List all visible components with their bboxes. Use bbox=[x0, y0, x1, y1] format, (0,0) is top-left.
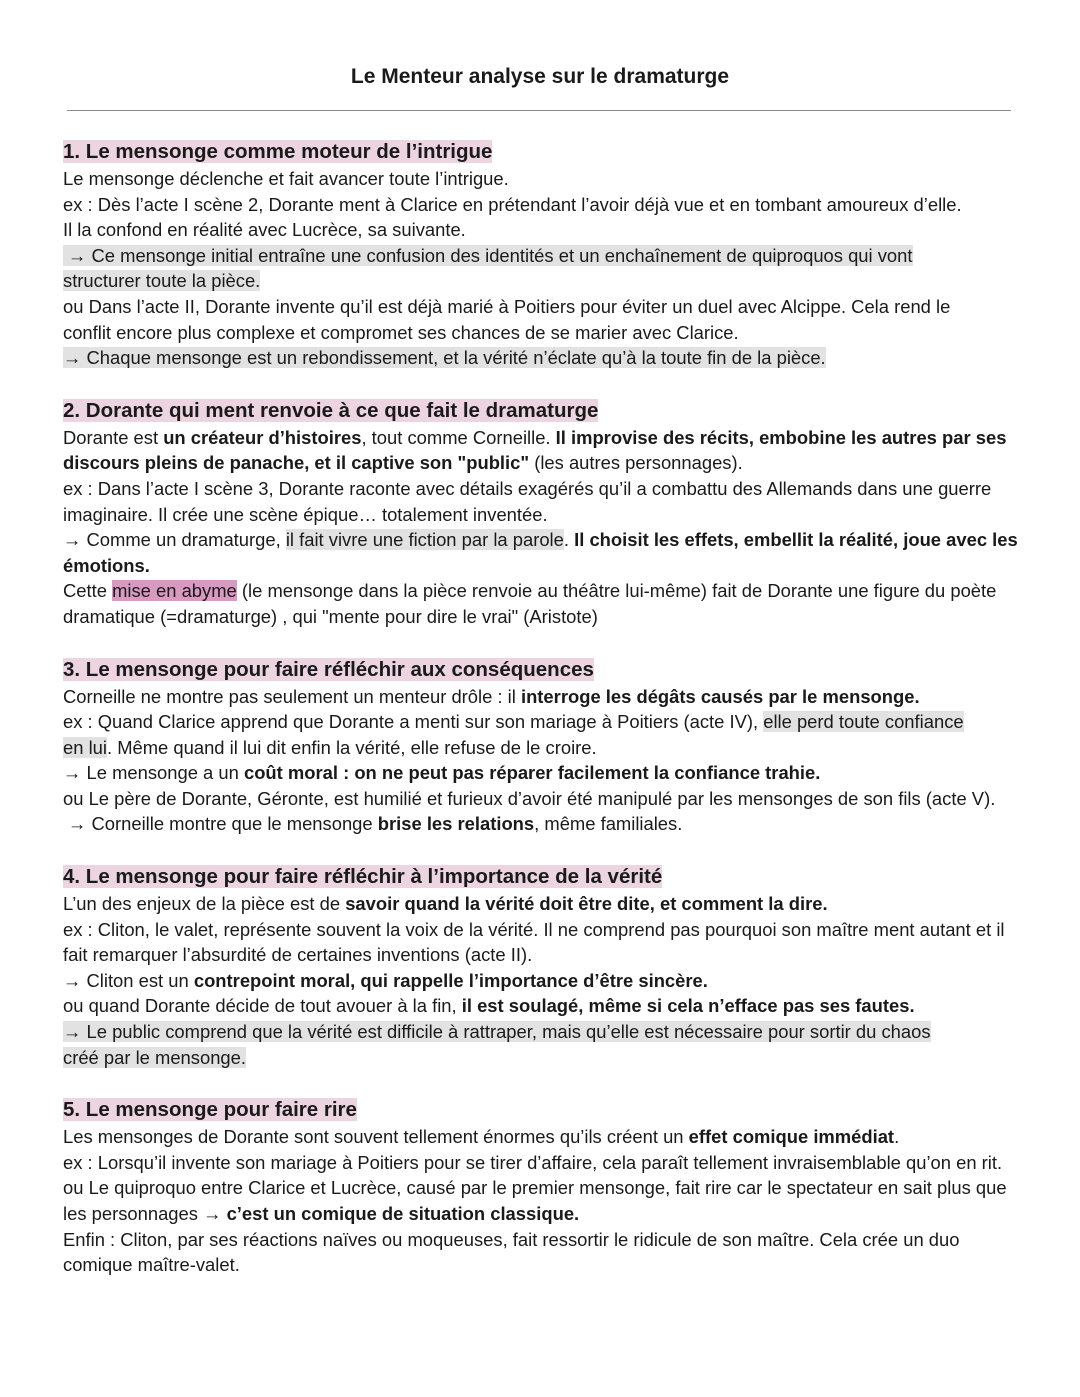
paragraph bbox=[63, 684, 1023, 710]
paragraph: ex : Dans l’acte I scène 3, Dorante raconte avec détails exagérés qu’il a combattu des Allemands dans une guerre imaginaire. Il crée une scène épique… totalement inventée. bbox=[63, 477, 992, 525]
section-heading bbox=[63, 1096, 1023, 1124]
paragraph bbox=[63, 891, 1023, 917]
paragraph: ex : Dès l’acte I scène 2, Dorante ment à Clarice en prétendant l’avoir déjà vue et en tombant amoureux d’elle. bbox=[63, 193, 962, 215]
bold-text: contrepoint moral, qui rappelle l’importance d’être sincère. bbox=[193, 969, 708, 991]
document-body bbox=[63, 138, 1023, 1304]
text-run: → Corneille montre que le mensonge bbox=[68, 813, 378, 835]
highlighted-text: → Chaque mensonge est un rebondissement, et la vérité n’éclate qu’à la toute fin de la pièce. bbox=[63, 347, 826, 369]
paragraph: Il la confond en réalité avec Lucrèce, sa suivante. bbox=[63, 219, 466, 241]
paragraph: ex : Lorsqu’il invente son mariage à Poitiers pour se tirer d’affaire, cela paraît tellement invraisemblable qu’on en rit. bbox=[63, 1151, 1003, 1173]
section-1 bbox=[63, 138, 1023, 371]
section-heading bbox=[63, 656, 1023, 684]
bold-text: interroge les dégâts causés par le mensonge. bbox=[520, 685, 920, 707]
paragraph bbox=[63, 425, 1023, 476]
highlighted-text: créé par le mensonge. bbox=[63, 1046, 246, 1068]
text-run: Corneille ne montre pas seulement un menteur drôle : il bbox=[63, 685, 521, 707]
text-run: (les autres personnages). bbox=[529, 452, 743, 474]
text-run: . Même quand il lui dit enfin la vérité, elle refuse de le croire. bbox=[106, 736, 597, 758]
text-run: → Le mensonge a un bbox=[63, 762, 244, 784]
paragraph bbox=[63, 993, 1023, 1019]
paragraph: Enfin : Cliton, par ses réactions naïves ou moqueuses, fait ressortir le ridicule de son maître. Cela crée un duo comique maître-valet. bbox=[63, 1228, 960, 1276]
text-run: L’un des enjeux de la pièce est de bbox=[63, 893, 346, 915]
document-title: Le Menteur analyse sur le dramaturge bbox=[350, 65, 730, 88]
section-heading bbox=[63, 138, 1023, 166]
section-heading-text: 5. Le mensonge pour faire rire bbox=[63, 1098, 357, 1122]
bold-text: coût moral : on ne peut pas réparer facilement la confiance trahie. bbox=[243, 762, 821, 784]
text-run: ex : Quand Clarice apprend que Dorante a menti sur son mariage à Poitiers (acte IV), bbox=[63, 711, 764, 733]
text-run: → Cliton est un bbox=[63, 969, 194, 991]
highlighted-text: en lui bbox=[63, 736, 107, 758]
highlighted-text: mise en abyme bbox=[112, 580, 237, 602]
paragraph bbox=[63, 1124, 1023, 1150]
text-line: conflit encore plus complexe et compromet ses chances de se marier avec Clarice. bbox=[63, 321, 739, 343]
paragraph bbox=[63, 968, 1023, 994]
text-run: ou quand Dorante décide de tout avouer à la fin, bbox=[63, 995, 462, 1017]
section-heading-text: 4. Le mensonge pour faire réfléchir à l’importance de la vérité bbox=[63, 865, 663, 889]
highlighted-text: il fait vivre une fiction par la parole bbox=[285, 529, 564, 551]
section-5 bbox=[63, 1096, 1023, 1278]
section-heading-text: 3. Le mensonge pour faire réfléchir aux conséquences bbox=[63, 657, 594, 681]
bold-text: il est soulagé, même si cela n’efface pas ses fautes. bbox=[461, 995, 915, 1017]
bold-text: Il improvise des récits, embobine les autres par ses discours pleins de panache, et il captive son "public" bbox=[63, 426, 1007, 474]
paragraph bbox=[63, 760, 1023, 786]
text-run: (le mensonge dans la pièce renvoie au théâtre lui-même) fait de Dorante une figure du poète dramatique (=dramaturge) , qui "mente pour dire le vrai" (Aristote) bbox=[63, 580, 997, 627]
paragraph bbox=[63, 578, 1023, 629]
bold-text: → c’est un comique de situation classique. bbox=[203, 1203, 580, 1224]
text-run: → Comme un dramaturge, bbox=[63, 529, 286, 551]
highlighted-text: → Le public comprend que la vérité est difficile à rattraper, mais qu’elle est nécessaire pour sortir du chaos bbox=[63, 1021, 931, 1043]
section-4 bbox=[63, 863, 1023, 1070]
section-heading-text: 1. Le mensonge comme moteur de l’intrigue bbox=[63, 140, 493, 163]
section-2 bbox=[63, 397, 1023, 630]
bold-text: Il choisit les effets, embellit la réalité, joue avec les émotions. bbox=[63, 529, 1018, 576]
paragraph bbox=[63, 527, 1023, 578]
bold-text: savoir quand la vérité doit être dite, et comment la dire. bbox=[345, 893, 828, 915]
highlighted-text: structurer toute la pièce. bbox=[63, 270, 261, 292]
text-run: . bbox=[894, 1126, 900, 1148]
text-run: Cette bbox=[63, 580, 113, 602]
text-run: Dorante est bbox=[63, 426, 164, 448]
section-heading-text: 2. Dorante qui ment renvoie à ce que fait le dramaturge bbox=[63, 398, 599, 422]
text-run: , même familiales. bbox=[534, 813, 683, 835]
text-run: ou Le quiproquo entre Clarice et Lucrèce, causé par le premier mensonge, fait rire car le spectateur en sait plus que les personnages bbox=[63, 1177, 1007, 1224]
paragraph bbox=[63, 243, 1023, 294]
paragraph bbox=[63, 1175, 1023, 1226]
paragraph bbox=[63, 811, 1023, 837]
text-run: , tout comme Corneille. bbox=[361, 426, 556, 448]
section-heading bbox=[63, 863, 1023, 891]
title-divider bbox=[67, 110, 1011, 111]
bold-text: brise les relations bbox=[377, 813, 535, 835]
paragraph bbox=[63, 709, 1023, 760]
section-3 bbox=[63, 656, 1023, 838]
text-line: ou Dans l’acte II, Dorante invente qu’il est déjà marié à Poitiers pour éviter un duel avec Alcippe. Cela rend le bbox=[63, 295, 951, 317]
paragraph bbox=[63, 345, 1023, 371]
highlighted-text: elle perd toute confiance bbox=[763, 711, 964, 733]
text-run: . bbox=[563, 529, 575, 551]
section-heading bbox=[63, 397, 1023, 425]
bold-text: effet comique immédiat bbox=[688, 1126, 895, 1148]
paragraph bbox=[63, 294, 1023, 345]
text-run: Les mensonges de Dorante sont souvent tellement énormes qu’ils créent un bbox=[63, 1126, 689, 1148]
bold-text: un créateur d’histoires bbox=[163, 426, 362, 448]
paragraph: ou Le père de Dorante, Géronte, est humilié et furieux d’avoir été manipulé par les mensonges de son fils (acte V). bbox=[63, 787, 996, 809]
highlighted-text: → Ce mensonge initial entraîne une confusion des identités et un enchaînement de quiproquos qui vont bbox=[63, 245, 913, 266]
paragraph: ex : Cliton, le valet, représente souvent la voix de la vérité. Il ne comprend pas pourquoi son maître ment autant et il fait remarquer l’absurdité de certaines inventions (acte II). bbox=[63, 918, 1005, 966]
paragraph bbox=[63, 1019, 1023, 1070]
paragraph: Le mensonge déclenche et fait avancer toute l’intrigue. bbox=[63, 168, 509, 189]
